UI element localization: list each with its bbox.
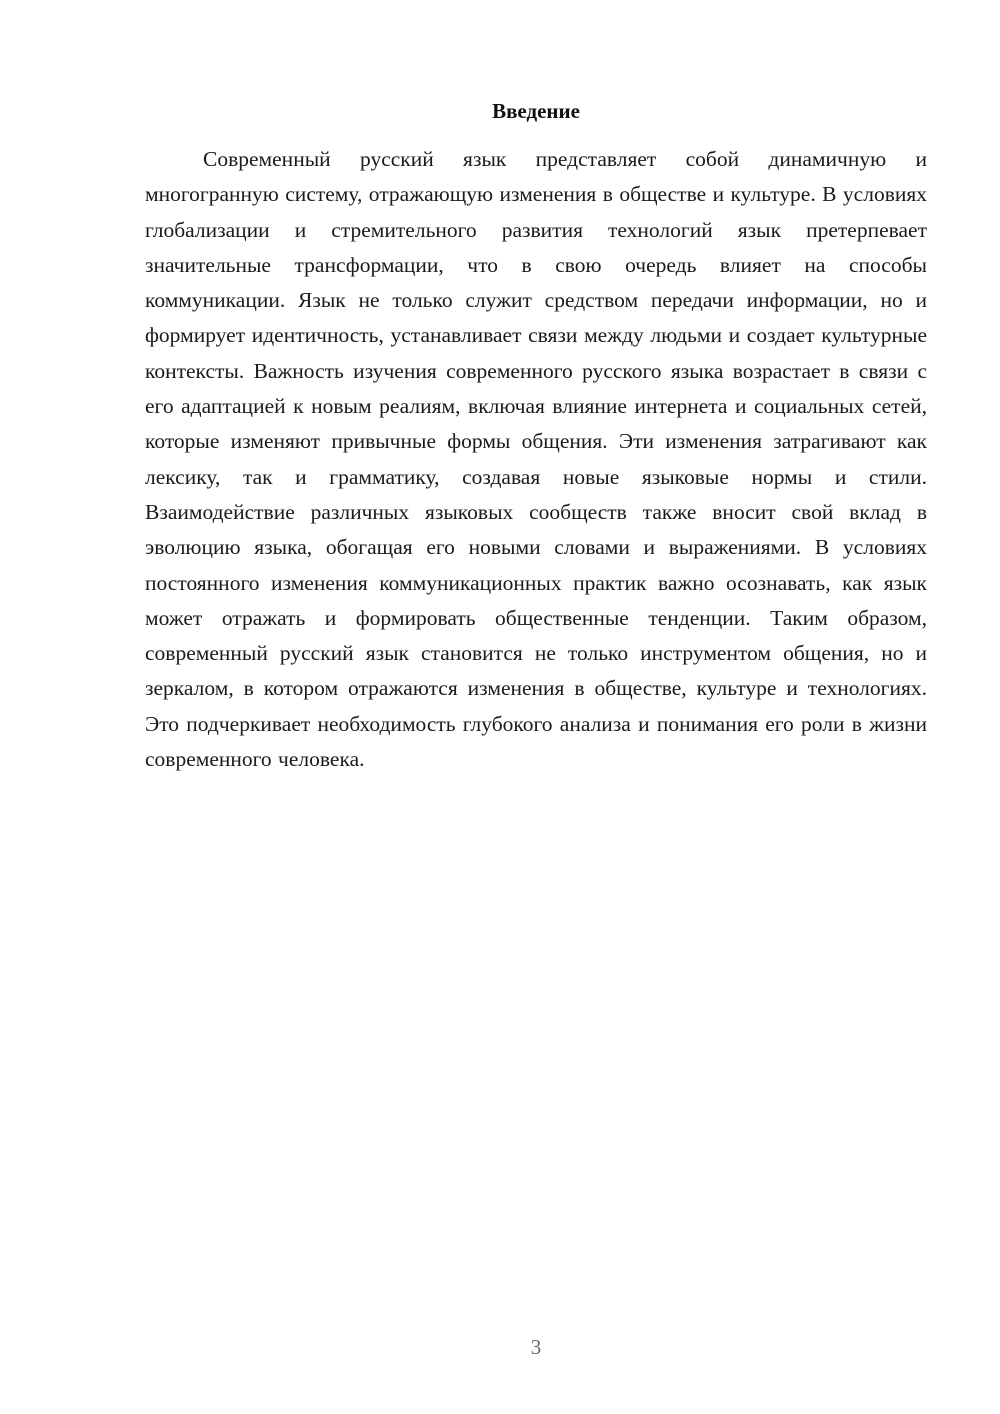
section-heading: Введение <box>492 99 580 123</box>
page-number: 3 <box>530 1335 542 1359</box>
body-paragraph: Современный русский язык представляет собой динамичную и многогранную систему, отражающую изменения в обществе и культуре. В условиях глобализации и стремительного развития технологий язык претерпевает значительные трансформации, что в свою очередь влияет на способы коммуникации. Язык не только служит средством передачи информации, но и формирует идентичность, устанавливает связи между людьми и создает культурные контексты. Важность изучения современного русского языка возрастает в связи с его адаптацией к новым реалиям, включая влияние интернета и социальных сетей, которые изменяют привычные формы общения. Эти изменения затрагивают как лексику, так и грамматику, создавая новые языковые нормы и стили. Взаимодействие различных языковых сообществ также вносит свой вклад в эволюцию языка, обогащая его новыми словами и выражениями. В условиях постоянного изменения коммуникационных практик важно осознавать, как язык может отражать и формировать общественные тенденции. Таким образом, современный русский язык становится не только инструментом общения, но и зеркалом, в котором отражаются изменения в обществе, культуре и технологиях. Это подчеркивает необходимость глубокого анализа и понимания его роли в жизни современного человека. <box>145 147 927 772</box>
